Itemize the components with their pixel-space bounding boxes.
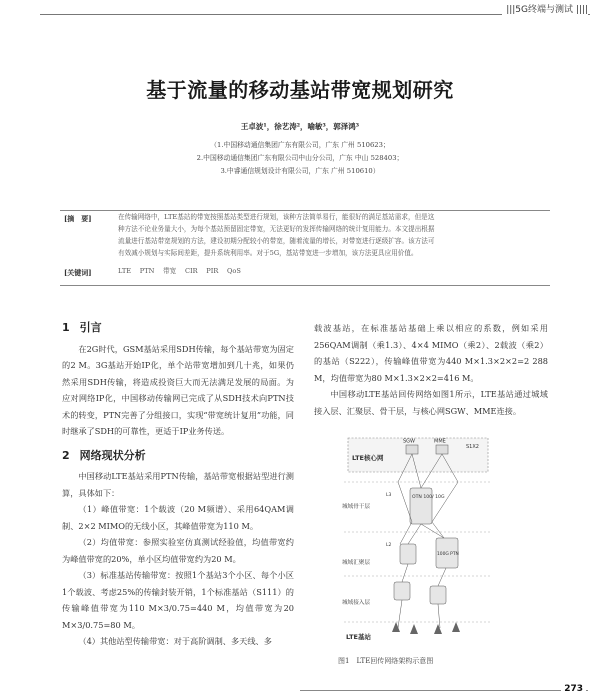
list-item: （1）峰值带宽：1个载波（20 M频谱）、采用64QAM调制、2×2 MIMO的无线小区，其峰值带宽为110 M。 [62,504,294,531]
section-heading-1 [62,320,294,337]
keyword: PTN [139,267,155,275]
otn-node [410,488,432,524]
section-number: 1 [62,321,70,334]
backbone-label: 城域骨干层 [342,504,370,510]
mme-label: MME [434,438,446,445]
section-title: 网络现状分析 [79,448,146,462]
page-number: 273 [561,684,586,694]
access-node [430,586,446,604]
list-item: （3）标准基站传输带宽：按照1个基站3个小区、每个小区1个载波、考虑25%的传输封装开销，1个标准基站（S111）的传输峰值带宽为110 M×3/0.75=440 M，均值带宽为20 M×3/0.75=80 M。 [62,570,294,630]
section-title: 引言 [79,321,102,334]
right-column [314,320,548,419]
l3-label: L3 [386,493,392,498]
l2-label: L2 [386,543,392,548]
base-station-label: LTE基站 [346,633,371,641]
access-label: 城域接入层 [342,600,370,606]
affiliation-2: 2.中国移动通信集团广东有限公司中山分公司，广东 中山 528403； [196,154,404,162]
abstract-label: [摘 要] [64,214,92,223]
ptn-label: 100G PTN [437,552,459,557]
affiliation-3: 3.中睿通信规划设计有限公司，广东 广州 510610） [220,167,380,175]
paper-title: 基于流量的移动基站带宽规划研究 [146,78,454,102]
left-column [62,320,294,650]
sgw-node [406,445,418,454]
keyword: LTE [118,267,132,275]
access-node [394,582,410,600]
keyword: CIR [184,267,198,275]
section-number: 2 [62,448,70,462]
sgw-label: SGW [403,438,415,445]
network-architecture-figure [338,436,498,648]
abstract-line-3: 流量进行基站带宽规划的方法，建设初期分配较小的带宽，随着流量的增长，对带宽进行逐级扩容。该方法可 [118,237,435,245]
mme-node [436,445,448,454]
aggregation-label: 城域汇聚层 [342,560,370,566]
abstract-box [60,210,550,286]
author-line: 王卓波¹，徐艺涛²，喻敏³，郭泽鸿³ [240,122,360,131]
section-heading-2 [62,448,294,465]
paragraph: 中国移动LTE基站采用PTN传输，基站带宽根据站型进行测算，具体如下： [62,471,294,498]
core-network-label: LTE核心网 [352,454,384,462]
paragraph: 中国移动LTE基站回传网络如图1所示，LTE基站通过城域接入层、汇聚层、骨干层，与核心网SGW、MME连接。 [314,389,548,416]
keywords-label: [关键词] [64,268,92,277]
keyword: QoS [227,267,241,275]
keyword: 带宽 [163,267,177,275]
keyword: PIR [206,267,219,275]
abstract-line-4: 有效减小规划与实际间差距，提升系统利用率。对于5G，基站带宽进一步增加，该方法更具应用价值。 [118,249,418,257]
affiliation-1: （1.中国移动通信集团广东有限公司，广东 广州 510623； [210,141,390,149]
footer-rule [300,690,588,691]
abstract-line-1: 在传输网络中，LTE基站的带宽按照基站类型进行规划，该种方法简单易行，能很好的满足基站需求，但是这 [118,213,435,221]
otn-label: OTN 100/ 10G [412,495,445,500]
running-header: |||5G终端与测试 |||| [502,2,588,15]
agg-node [400,544,416,564]
list-item: （2）均值带宽：参照实验室仿真测试经验值，均值带宽约为峰值带宽的20%，单小区均值带宽约为20 M。 [62,537,294,564]
figure-caption: 图1 LTE回传网络架构示意图 [338,657,434,665]
keywords-list [118,266,546,278]
paragraph: 载波基站，在标准基站基础上乘以相应的系数，例如采用256QAM调制（乘1.3）、4×4 MIMO（乘2）、2载波（乘2）的基站（S222），传输峰值带宽为440 M×1.3×2×2=2 288 M，均值带宽为80 M×1.3×2×2=416 M。 [314,323,548,383]
s1x2-label: S1X2 [466,444,479,450]
abstract-line-2: 种方法不论业务量大小，为每个基站预留固定带宽，无法更好的发挥传输网络的统计复用能力。本文提出根据 [118,225,435,233]
paragraph: 在2G时代，GSM基站采用SDH传输，每个基站带宽为固定的2 M。3G基站开始IP化，单个站带宽增加到几十兆，如果仍然采用SDH传输，将造成投资巨大而无法满足发展的局面。为应对网络IP化，中国移动传输网已完成了从SDH技术向PTN技术的转变，PTN完善了分组接口，实现“带宽统计复用”功能，同时继承了SDH的可靠性，更适于IP业务传送。 [62,343,294,436]
list-item: （4）其他站型传输带宽：对于高阶调制、多天线、多 [78,636,272,646]
